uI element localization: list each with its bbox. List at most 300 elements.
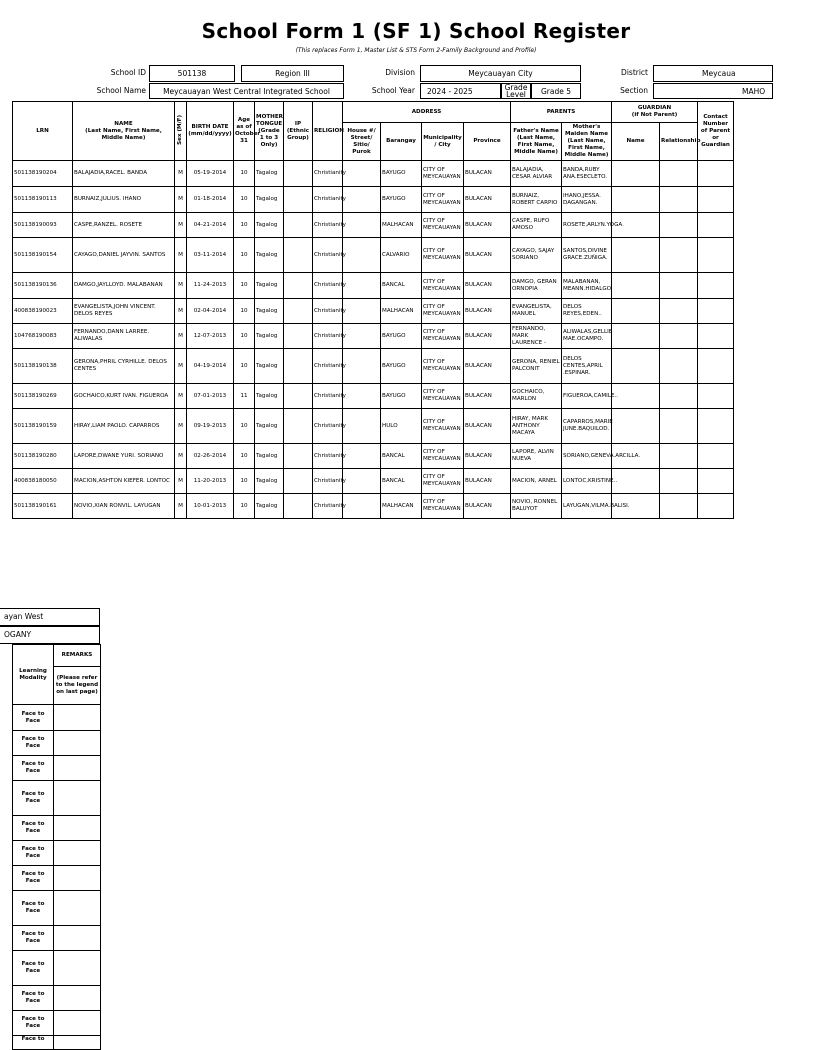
learner-age: 10 bbox=[234, 324, 255, 349]
learner-barangay: HULO bbox=[381, 409, 422, 444]
learner-name: CASPE,RANZEL. ROSETE bbox=[73, 213, 175, 238]
learner-lrn: 400838180050 bbox=[13, 469, 73, 494]
table-row bbox=[13, 349, 734, 384]
learner-ip bbox=[284, 349, 313, 384]
table-row bbox=[13, 161, 734, 187]
header-contact: Contact Number of Parent or Guardian bbox=[698, 102, 734, 161]
learner-barangay: CALVARIO bbox=[381, 238, 422, 273]
learner-mother-tongue: Tagalog bbox=[255, 444, 284, 469]
learner-province: BULACAN bbox=[464, 324, 511, 349]
learner-mother-tongue: Tagalog bbox=[255, 349, 284, 384]
learner-ip bbox=[284, 238, 313, 273]
remarks-cell bbox=[54, 1036, 101, 1050]
learner-contact bbox=[698, 444, 734, 469]
learner-lrn: 501138190136 bbox=[13, 273, 73, 299]
school-year-label: School Year bbox=[371, 86, 415, 95]
learner-sex: M bbox=[175, 444, 187, 469]
table-row bbox=[13, 705, 101, 731]
header-lrn: LRN bbox=[13, 102, 73, 161]
learner-birth-date: 11-20-2013 bbox=[187, 469, 234, 494]
learning-modality: Face to Face bbox=[13, 841, 54, 866]
learner-house bbox=[343, 213, 381, 238]
learner-guardian bbox=[612, 187, 660, 213]
learner-age: 11 bbox=[234, 384, 255, 409]
grade-level-label: Grade Level bbox=[501, 83, 531, 99]
learner-religion: Christianity bbox=[313, 349, 343, 384]
table-row bbox=[13, 926, 101, 951]
learner-contact bbox=[698, 187, 734, 213]
learning-modality: Face to Face bbox=[13, 1011, 54, 1036]
learner-ip bbox=[284, 384, 313, 409]
header-mother: Mother's Maiden Name (Last Name, First Name, Middle Name) bbox=[562, 123, 612, 161]
learner-guardian bbox=[612, 238, 660, 273]
school-name-field: Meycauayan West Central Integrated School bbox=[149, 83, 344, 99]
header-father: Father's Name (Last Name, First Name, Middle Name) bbox=[511, 123, 562, 161]
learner-mother: BANDA,RUBY ANA.ESECLETO. bbox=[562, 161, 612, 187]
learner-barangay: BANCAL bbox=[381, 444, 422, 469]
learner-religion: Christianity bbox=[313, 324, 343, 349]
learner-guardian bbox=[612, 349, 660, 384]
remarks-cell bbox=[54, 731, 101, 756]
learner-age: 10 bbox=[234, 444, 255, 469]
learner-ip bbox=[284, 213, 313, 238]
learner-ip bbox=[284, 494, 313, 519]
learner-barangay: BAYUGO bbox=[381, 187, 422, 213]
learner-province: BULACAN bbox=[464, 187, 511, 213]
learner-age: 10 bbox=[234, 494, 255, 519]
learning-modality: Face to Face bbox=[13, 986, 54, 1011]
learner-lrn: 501138190280 bbox=[13, 444, 73, 469]
learner-house bbox=[343, 494, 381, 519]
form-subtitle: (This replaces Form 1, Master List & STS Form 2-Family Background and Profile) bbox=[295, 47, 537, 54]
learner-barangay: BAYUGO bbox=[381, 349, 422, 384]
remarks-cell bbox=[54, 756, 101, 781]
header-guardian: GUARDIAN (if Not Parent) bbox=[612, 102, 698, 123]
learner-birth-date: 02-26-2014 bbox=[187, 444, 234, 469]
table-row bbox=[13, 494, 734, 519]
learner-house bbox=[343, 238, 381, 273]
table-row bbox=[13, 891, 101, 926]
learning-modality: Face to Face bbox=[13, 951, 54, 986]
table-row bbox=[13, 273, 734, 299]
learner-sex: M bbox=[175, 238, 187, 273]
learner-barangay: MALHACAN bbox=[381, 494, 422, 519]
learner-house bbox=[343, 161, 381, 187]
learner-birth-date: 01-18-2014 bbox=[187, 187, 234, 213]
learner-lrn: 501138190113 bbox=[13, 187, 73, 213]
learner-relationship bbox=[660, 273, 698, 299]
learner-guardian bbox=[612, 299, 660, 324]
learner-contact bbox=[698, 238, 734, 273]
learner-mother: DELOS REYES,EDEN.. bbox=[562, 299, 612, 324]
learner-religion: Christianity bbox=[313, 238, 343, 273]
learner-sex: M bbox=[175, 324, 187, 349]
learner-relationship bbox=[660, 324, 698, 349]
learner-birth-date: 02-04-2014 bbox=[187, 299, 234, 324]
learner-province: BULACAN bbox=[464, 469, 511, 494]
learner-guardian bbox=[612, 409, 660, 444]
learner-barangay: BANCAL bbox=[381, 469, 422, 494]
remarks-cell bbox=[54, 781, 101, 816]
learner-name: FERNANDO,DANN LARREE. ALIWALAS bbox=[73, 324, 175, 349]
learner-sex: M bbox=[175, 409, 187, 444]
learner-sex: M bbox=[175, 494, 187, 519]
learner-lrn: 501138190138 bbox=[13, 349, 73, 384]
learner-province: BULACAN bbox=[464, 409, 511, 444]
learner-house bbox=[343, 384, 381, 409]
learner-province: BULACAN bbox=[464, 161, 511, 187]
learner-relationship bbox=[660, 161, 698, 187]
learner-sex: M bbox=[175, 187, 187, 213]
learner-mother: ALIWALAS,GELLIE MAE.OCAMPO. bbox=[562, 324, 612, 349]
learner-birth-date: 03-11-2014 bbox=[187, 238, 234, 273]
header-remarks-note: (Please refer to the legend on last page) bbox=[54, 667, 101, 705]
division-label: Division bbox=[385, 68, 415, 77]
header-province: Province bbox=[464, 123, 511, 161]
learner-mother: SANTOS,DIVINE GRACE.ZUÑIGA. bbox=[562, 238, 612, 273]
learner-age: 10 bbox=[234, 273, 255, 299]
table-row bbox=[13, 299, 734, 324]
learner-religion: Christianity bbox=[313, 469, 343, 494]
learner-province: BULACAN bbox=[464, 238, 511, 273]
learner-religion: Christianity bbox=[313, 444, 343, 469]
learner-house bbox=[343, 324, 381, 349]
learner-lrn: 501138190093 bbox=[13, 213, 73, 238]
learner-barangay: BAYUGO bbox=[381, 161, 422, 187]
learner-father: FERNANDO, MARK LAURENCE - bbox=[511, 324, 562, 349]
learner-sex: M bbox=[175, 299, 187, 324]
grade-level-field: Grade 5 bbox=[531, 83, 581, 99]
form-title: School Form 1 (SF 1) School Register bbox=[201, 19, 631, 43]
table-row bbox=[13, 866, 101, 891]
header-municipality: Municipality / City bbox=[422, 123, 464, 161]
learner-relationship bbox=[660, 384, 698, 409]
table-row bbox=[13, 841, 101, 866]
school-id-label: School ID bbox=[110, 68, 146, 77]
learner-father: LAPORE, ALVIN NUEVA bbox=[511, 444, 562, 469]
school-year-field: 2024 - 2025 bbox=[420, 83, 501, 99]
learner-mother: ROSETE,ARLYN.YOGA. bbox=[562, 213, 612, 238]
learner-mother-tongue: Tagalog bbox=[255, 187, 284, 213]
learner-mother-tongue: Tagalog bbox=[255, 161, 284, 187]
table-row bbox=[13, 1036, 101, 1050]
learner-lrn: 501138190159 bbox=[13, 409, 73, 444]
learner-province: BULACAN bbox=[464, 349, 511, 384]
learner-ip bbox=[284, 324, 313, 349]
learner-mother-tongue: Tagalog bbox=[255, 299, 284, 324]
learning-modality: Face to Face bbox=[13, 705, 54, 731]
table-row bbox=[13, 1011, 101, 1036]
learner-city: CITY OF MEYCAUAYAN bbox=[422, 238, 464, 273]
learner-father: CAYAGO, SAJAY SORIANO bbox=[511, 238, 562, 273]
learner-relationship bbox=[660, 444, 698, 469]
learner-ip bbox=[284, 187, 313, 213]
learner-religion: Christianity bbox=[313, 384, 343, 409]
school-name-fragment: ayan West bbox=[0, 608, 100, 626]
header-religion: RELIGION bbox=[313, 102, 343, 161]
section-fragment: OGANY bbox=[0, 626, 100, 644]
learner-relationship bbox=[660, 213, 698, 238]
learner-age: 10 bbox=[234, 469, 255, 494]
table-row bbox=[13, 444, 734, 469]
learner-mother-tongue: Tagalog bbox=[255, 273, 284, 299]
learner-name: LAPORE,DWANE YURI. SORIANO bbox=[73, 444, 175, 469]
learner-sex: M bbox=[175, 469, 187, 494]
learner-contact bbox=[698, 299, 734, 324]
table-row bbox=[13, 238, 734, 273]
learner-mother: LONTOC,KRISTINE.. bbox=[562, 469, 612, 494]
learner-age: 10 bbox=[234, 409, 255, 444]
learner-age: 10 bbox=[234, 299, 255, 324]
learner-father: EVANGELISTA, MANUEL bbox=[511, 299, 562, 324]
learner-religion: Christianity bbox=[313, 494, 343, 519]
header-name: NAME (Last Name, First Name, Middle Name) bbox=[73, 102, 175, 161]
learner-barangay: BAYUGO bbox=[381, 324, 422, 349]
learner-contact bbox=[698, 161, 734, 187]
learner-mother-tongue: Tagalog bbox=[255, 494, 284, 519]
learner-relationship bbox=[660, 469, 698, 494]
learner-lrn: 400838190023 bbox=[13, 299, 73, 324]
learner-name: GERONA,PHRIL CYRHILLE. DELOS CENTES bbox=[73, 349, 175, 384]
learner-father: MACION, ARNEL bbox=[511, 469, 562, 494]
header-relationship: Relationship bbox=[660, 123, 698, 161]
table-row bbox=[13, 731, 101, 756]
learner-religion: Christianity bbox=[313, 299, 343, 324]
learner-father: HIRAY, MARK ANTHONY MACAYA bbox=[511, 409, 562, 444]
learner-province: BULACAN bbox=[464, 213, 511, 238]
learner-birth-date: 04-19-2014 bbox=[187, 349, 234, 384]
learning-modality: Face to bbox=[13, 1036, 54, 1050]
learner-ip bbox=[284, 161, 313, 187]
learner-guardian bbox=[612, 469, 660, 494]
learner-ip bbox=[284, 299, 313, 324]
learner-barangay: MALHACAN bbox=[381, 299, 422, 324]
learning-modality: Face to Face bbox=[13, 756, 54, 781]
learner-contact bbox=[698, 349, 734, 384]
learner-lrn: 104768190083 bbox=[13, 324, 73, 349]
learner-father: BURNAIZ, ROBERT CARPIO bbox=[511, 187, 562, 213]
learner-house bbox=[343, 444, 381, 469]
header-learning-modality: Learning Modality bbox=[13, 645, 54, 705]
learning-modality: Face to Face bbox=[13, 926, 54, 951]
learner-contact bbox=[698, 469, 734, 494]
learner-name: HIRAY,LIAM PAOLO. CAPARROS bbox=[73, 409, 175, 444]
remarks-cell bbox=[54, 926, 101, 951]
learner-birth-date: 11-24-2013 bbox=[187, 273, 234, 299]
remarks-cell bbox=[54, 866, 101, 891]
learner-contact bbox=[698, 273, 734, 299]
learner-religion: Christianity bbox=[313, 273, 343, 299]
learner-birth-date: 09-19-2013 bbox=[187, 409, 234, 444]
learner-relationship bbox=[660, 409, 698, 444]
learner-father: NOVIO, RONNEL BALUYOT bbox=[511, 494, 562, 519]
section-label: Section bbox=[620, 86, 648, 95]
learner-father: GERONA, RENIEL PALCONIT bbox=[511, 349, 562, 384]
learner-contact bbox=[698, 384, 734, 409]
table-row bbox=[13, 469, 734, 494]
remarks-cell bbox=[54, 841, 101, 866]
learner-sex: M bbox=[175, 213, 187, 238]
learner-age: 10 bbox=[234, 213, 255, 238]
table-row bbox=[13, 756, 101, 781]
modality-table bbox=[12, 644, 101, 1050]
learner-sex: M bbox=[175, 161, 187, 187]
remarks-cell bbox=[54, 891, 101, 926]
learner-city: CITY OF MEYCAUAYAN bbox=[422, 161, 464, 187]
learner-mother: LAYUGAN,VILMA.BALISI. bbox=[562, 494, 612, 519]
learner-name: DAMGO,JAYLLOYD. MALABANAN bbox=[73, 273, 175, 299]
learning-modality: Face to Face bbox=[13, 816, 54, 841]
learner-relationship bbox=[660, 349, 698, 384]
table-row bbox=[13, 781, 101, 816]
remarks-cell bbox=[54, 1011, 101, 1036]
learner-house bbox=[343, 469, 381, 494]
learner-house bbox=[343, 349, 381, 384]
learner-contact bbox=[698, 409, 734, 444]
learner-mother: CAPARROS,MARIE JUNE.BAQUILOD. bbox=[562, 409, 612, 444]
learner-age: 10 bbox=[234, 349, 255, 384]
learner-sex: M bbox=[175, 384, 187, 409]
learner-city: CITY OF MEYCAUAYAN bbox=[422, 213, 464, 238]
school-id-field: 501138 bbox=[149, 65, 235, 82]
learner-province: BULACAN bbox=[464, 384, 511, 409]
learner-lrn: 501138190204 bbox=[13, 161, 73, 187]
section-field: MAHO bbox=[653, 83, 773, 99]
register-table bbox=[12, 101, 734, 519]
learner-ip bbox=[284, 469, 313, 494]
remarks-cell bbox=[54, 816, 101, 841]
learner-father: BALAJADIA, CESAR ALVIAR bbox=[511, 161, 562, 187]
learner-mother: MALABANAN, MEANN.HIDALGO bbox=[562, 273, 612, 299]
learner-house bbox=[343, 409, 381, 444]
learning-modality: Face to Face bbox=[13, 781, 54, 816]
learner-barangay: BANCAL bbox=[381, 273, 422, 299]
header-guardian-name: Name bbox=[612, 123, 660, 161]
learner-religion: Christianity bbox=[313, 161, 343, 187]
header-address: ADDRESS bbox=[343, 102, 511, 123]
learning-modality: Face to Face bbox=[13, 731, 54, 756]
learner-birth-date: 12-07-2013 bbox=[187, 324, 234, 349]
learner-province: BULACAN bbox=[464, 299, 511, 324]
table-row bbox=[13, 409, 734, 444]
learner-mother: DELOS CENTES,APRIL .ESPINAR. bbox=[562, 349, 612, 384]
learner-city: CITY OF MEYCAUAYAN bbox=[422, 494, 464, 519]
table-row bbox=[13, 324, 734, 349]
learner-mother-tongue: Tagalog bbox=[255, 409, 284, 444]
learner-name: MACION,ASHTON KIEFER. LONTOC bbox=[73, 469, 175, 494]
learner-guardian bbox=[612, 324, 660, 349]
learner-mother: FIGUEROA,CAMILE.. bbox=[562, 384, 612, 409]
learner-city: CITY OF MEYCAUAYAN bbox=[422, 469, 464, 494]
header-birth-date: BIRTH DATE (mm/dd/yyyy) bbox=[187, 102, 234, 161]
learner-house bbox=[343, 187, 381, 213]
learner-barangay: BAYUGO bbox=[381, 384, 422, 409]
learner-birth-date: 10-01-2013 bbox=[187, 494, 234, 519]
learner-guardian bbox=[612, 273, 660, 299]
learner-lrn: 501138190154 bbox=[13, 238, 73, 273]
learner-lrn: 501138190161 bbox=[13, 494, 73, 519]
learner-father: GOCHAICO, MARLON bbox=[511, 384, 562, 409]
learner-barangay: MALHACAN bbox=[381, 213, 422, 238]
learner-city: CITY OF MEYCAUAYAN bbox=[422, 187, 464, 213]
table-row bbox=[13, 187, 734, 213]
learner-relationship bbox=[660, 187, 698, 213]
header-remarks: REMARKS bbox=[54, 645, 101, 667]
learner-age: 10 bbox=[234, 238, 255, 273]
learner-name: BALAJADIA,RACEL. BANDA bbox=[73, 161, 175, 187]
learner-mother-tongue: Tagalog bbox=[255, 324, 284, 349]
learner-city: CITY OF MEYCAUAYAN bbox=[422, 273, 464, 299]
learner-relationship bbox=[660, 299, 698, 324]
learner-guardian bbox=[612, 161, 660, 187]
remarks-cell bbox=[54, 986, 101, 1011]
learner-contact bbox=[698, 494, 734, 519]
learner-ip bbox=[284, 444, 313, 469]
region-field: Region III bbox=[241, 65, 344, 82]
header-parents: PARENTS bbox=[511, 102, 612, 123]
learner-religion: Christianity bbox=[313, 409, 343, 444]
learner-city: CITY OF MEYCAUAYAN bbox=[422, 444, 464, 469]
learner-name: CAYAGO,DANIEL JAYVIN. SANTOS bbox=[73, 238, 175, 273]
learner-birth-date: 05-19-2014 bbox=[187, 161, 234, 187]
learner-house bbox=[343, 273, 381, 299]
table-row bbox=[13, 986, 101, 1011]
learner-province: BULACAN bbox=[464, 273, 511, 299]
learner-contact bbox=[698, 213, 734, 238]
learner-name: NOVIO,XIAN RONVIL. LAYUGAN bbox=[73, 494, 175, 519]
learner-relationship bbox=[660, 494, 698, 519]
learner-house bbox=[343, 299, 381, 324]
table-row bbox=[13, 951, 101, 986]
learner-city: CITY OF MEYCAUAYAN bbox=[422, 324, 464, 349]
learner-name: BURNAIZ,JULIUS. IHANO bbox=[73, 187, 175, 213]
learner-guardian bbox=[612, 384, 660, 409]
learner-religion: Christianity bbox=[313, 187, 343, 213]
learner-ip bbox=[284, 273, 313, 299]
learner-birth-date: 07-01-2013 bbox=[187, 384, 234, 409]
learner-city: CITY OF MEYCAUAYAN bbox=[422, 299, 464, 324]
header-age: Age as of October 31 bbox=[234, 102, 255, 161]
learning-modality: Face to Face bbox=[13, 866, 54, 891]
learner-province: BULACAN bbox=[464, 444, 511, 469]
learner-contact bbox=[698, 324, 734, 349]
learner-sex: M bbox=[175, 349, 187, 384]
table-row bbox=[13, 213, 734, 238]
learner-ip bbox=[284, 409, 313, 444]
learning-modality: Face to Face bbox=[13, 891, 54, 926]
learner-father: CASPE, RUFO AMOSO bbox=[511, 213, 562, 238]
school-name-label: School Name bbox=[96, 86, 146, 95]
learner-province: BULACAN bbox=[464, 494, 511, 519]
district-field: Meycaua bbox=[653, 65, 773, 82]
header-ip: IP (Ethnic Group) bbox=[284, 102, 313, 161]
learner-mother-tongue: Tagalog bbox=[255, 238, 284, 273]
learner-name: EVANGELISTA,JOHN VINCENT. DELOS REYES bbox=[73, 299, 175, 324]
learner-city: CITY OF MEYCAUAYAN bbox=[422, 349, 464, 384]
learner-mother-tongue: Tagalog bbox=[255, 469, 284, 494]
learner-mother: SORIANO,GENEVA.ARCILLA. bbox=[562, 444, 612, 469]
learner-relationship bbox=[660, 238, 698, 273]
learner-city: CITY OF MEYCAUAYAN bbox=[422, 409, 464, 444]
remarks-cell bbox=[54, 951, 101, 986]
header-mother-tongue: MOTHER TONGUE (Grade 1 to 3 Only) bbox=[255, 102, 284, 161]
learner-religion: Christianity bbox=[313, 213, 343, 238]
learner-birth-date: 04-21-2014 bbox=[187, 213, 234, 238]
table-row bbox=[13, 384, 734, 409]
header-barangay: Barangay bbox=[381, 123, 422, 161]
division-field: Meycauayan City bbox=[420, 65, 581, 82]
header-sex: Sex (M/F) bbox=[175, 102, 187, 161]
